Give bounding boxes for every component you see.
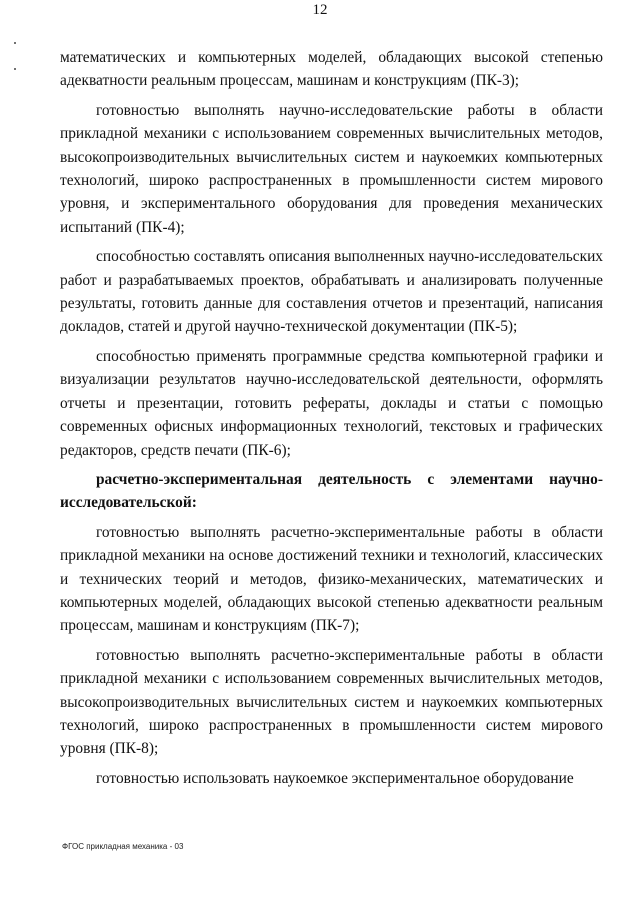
page-footer: ФГОС прикладная механика - 03 — [62, 842, 184, 851]
paragraph-pk7: готовностью выполнять расчетно-экспериментальные работы в области прикладной механики на основе достижений техники и технологий, классических и технических теорий и методов, физико-механических, математических и компьютерных моделей, обладающих высокой степенью адекватности реальным процессам, машинам и конструкциям (ПК-7); — [60, 523, 603, 635]
section-heading: расчетно-экспериментальная деятельность с элементами научно-исследовательской: — [60, 470, 603, 512]
paragraph-pk3-continued: математических и компьютерных моделей, обладающих высокой степенью адекватности реальным процессам, машинам и конструкциям (ПК-3); — [60, 49, 603, 90]
scan-mark — [14, 68, 16, 70]
paragraph-pk8: готовностью выполнять расчетно-экспериментальные работы в области прикладной механики с использованием современных вычислительных методов, высокопроизводительных вычислительных систем и наукоемких компьютерных технологий, широко распространенных в промышленности систем мирового уровня (ПК-8); — [60, 646, 603, 758]
paragraph-pk4: готовностью выполнять научно-исследовательские работы в области прикладной механики с использованием современных вычислительных методов, высокопроизводительных вычислительных систем и наукоемких компьютерных технологий, широко распространенных в промышленности систем мирового уровня, и экспериментального оборудования для проведения механических испытаний (ПК-4); — [60, 101, 603, 236]
document-body — [60, 46, 603, 790]
paragraph-pk5: способностью составлять описания выполненных научно-исследовательских работ и разрабатываемых проектов, обрабатывать и анализировать полученные результаты, готовить данные для составления отчетов и презентаций, написания докладов, статей и другой научно-технической документации (ПК-5); — [60, 248, 604, 336]
page-number: 12 — [312, 2, 328, 18]
paragraph-pk6: способностью применять программные средства компьютерной графики и визуализации результатов научно-исследовательской деятельности, оформлять отчеты и презентации, готовить рефераты, доклады и статьи с помощью современных офисных информационных технологий, текстовых и графических редакторов, средств печати (ПК-6); — [60, 347, 603, 459]
scan-mark — [14, 42, 16, 44]
paragraph-pk9-start: готовностью использовать наукоемкое экспериментальное оборудование — [96, 769, 574, 787]
